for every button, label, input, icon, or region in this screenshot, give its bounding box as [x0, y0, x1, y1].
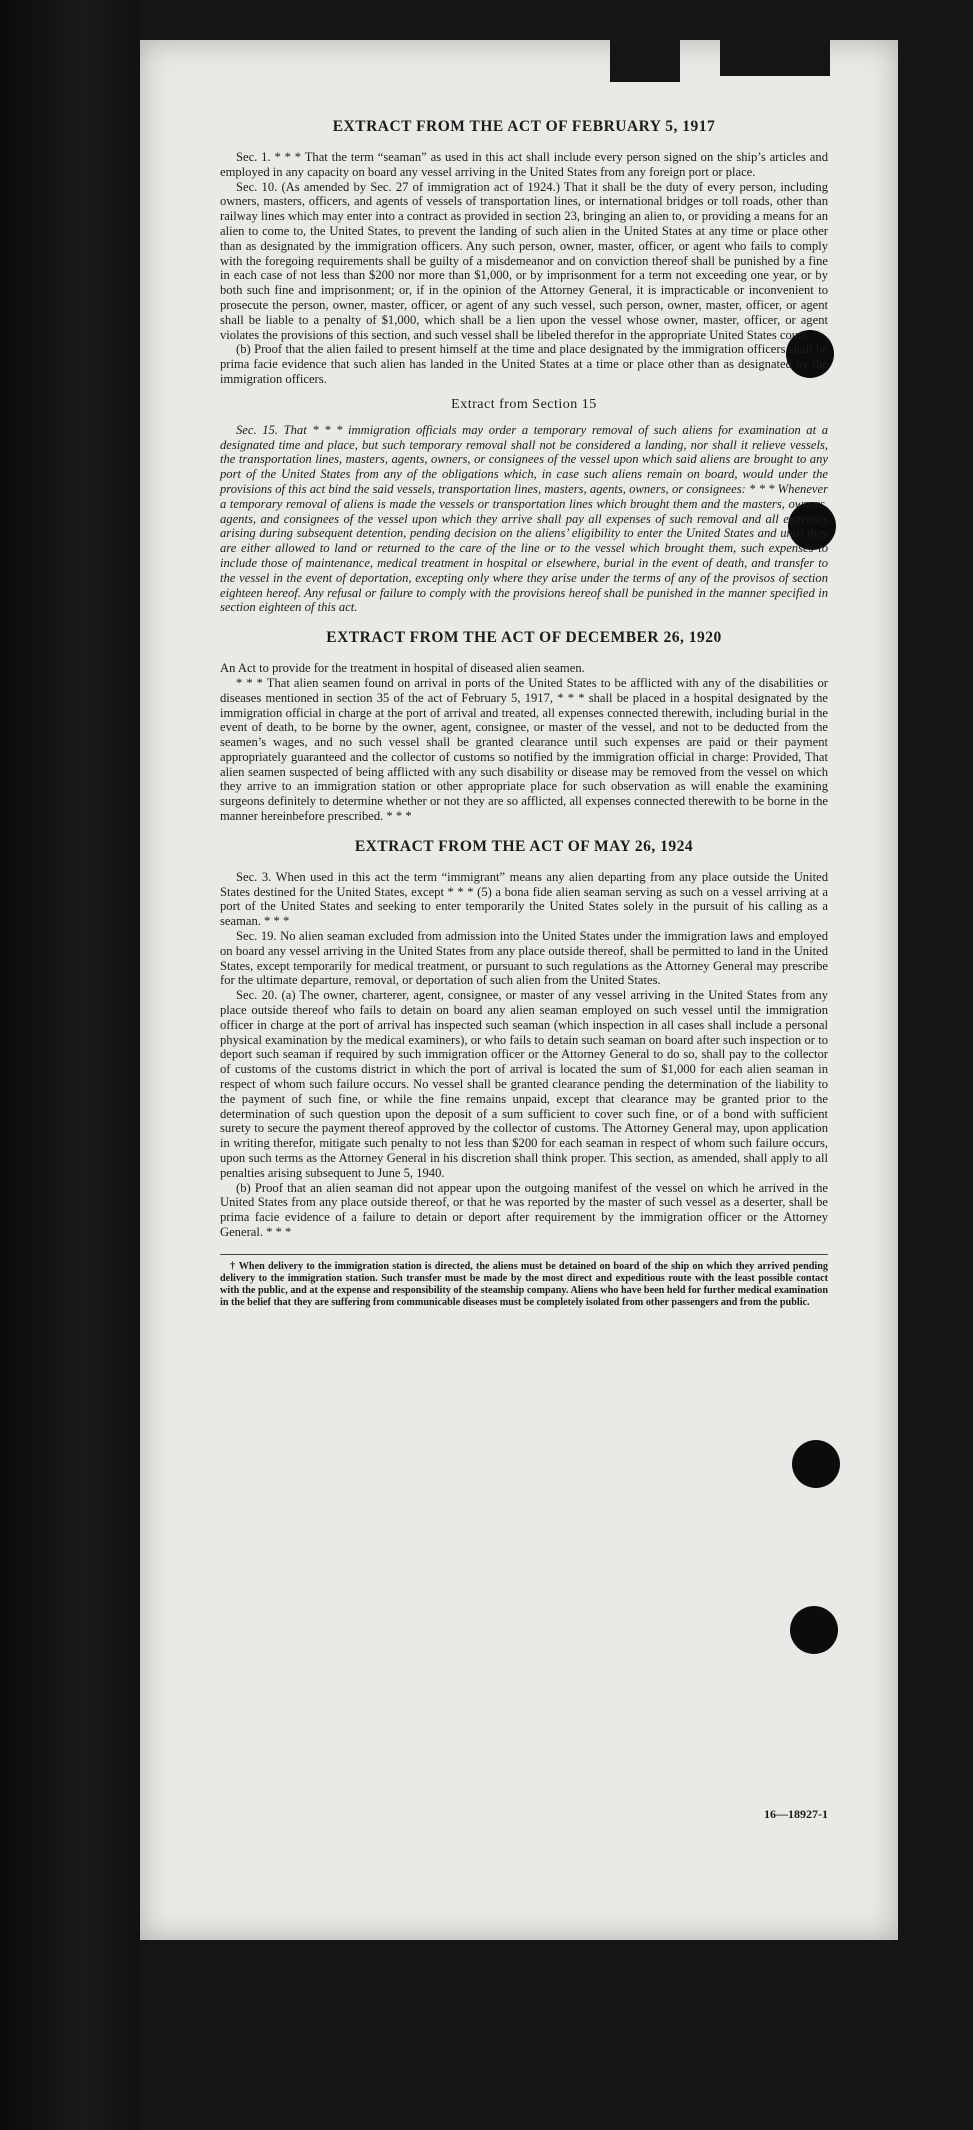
- section-15-text: Sec. 15. That * * * immigration officials may order a temporary removal of such aliens for examination at a designated time and place, but such temporary removal shall not be considered a landing, nor shall it relieve vessels, the transportation lines, masters, agents, owners, or consignees of the vessel upon which said aliens are brought to any port of the United States from any of the obligations which, in case such aliens remain on board, would under the provisions of this act bind the said vessels, transportation lines, masters, agents, owners, or consignees: * * * Whenever a temporary removal of aliens is made the vessels or transportation lines which brought them and the masters, owners, agents, and consignees of the vessel upon which they arrive shall pay all expenses of such removal and all expenses arising during subsequent detention, pending decision on the aliens’ eligibility to enter the United States and until they are either allowed to land or returned to the care of the line or to the vessel which brought them, such expenses to include those of maintenance, medical treatment in hospital or elsewhere, burial in the event of death, and transfer to the vessel in the event of deportation, excepting only where they arise under the terms of any of the provisos of section eighteen hereof. Any refusal or failure to comply with the provisions hereof shall be punished in the manner specified in section eighteen of this act.: [220, 422, 828, 615]
- extract-1920: [220, 629, 828, 824]
- document-page: [140, 40, 898, 1940]
- extract-1917-heading: EXTRACT FROM THE ACT OF FEBRUARY 5, 1917: [332, 118, 716, 135]
- section-15-heading: Extract from Section 15: [451, 396, 597, 412]
- document-content: [220, 118, 828, 1319]
- extract-1917: [220, 118, 828, 615]
- extract-1924: [220, 838, 828, 1240]
- act-1920-title: An Act to provide for the treatment in hospital of diseased alien seamen.: [220, 661, 585, 676]
- section-3-text: Sec. 3. When used in this act the term “immigrant” means any alien departing from any place outside the United States destined for the United States, except * * * (5) a bona fide alien seaman serving as such on a vessel arriving at a port of the United States and seeking to enter temporarily the United States solely in the pursuit of his calling as a seaman. * * *: [220, 869, 828, 929]
- footnote: † When delivery to the immigration station is directed, the aliens must be detained on board of the ship on which they arrived pending delivery to the immigration station. Such transfer must be made by the most direct and expeditious route with the least possible contact with the public, and at the expense and responsibility of the steamship company. Aliens who have been held for further medical examination in the belief that they are suffering from communicable diseases must be completely isolated from other passengers and from the public.: [220, 1254, 828, 1309]
- section-10-text: Sec. 10. (As amended by Sec. 27 of immigration act of 1924.) That it shall be the duty of every person, including owners, masters, officers, and agents of vessels of transportation lines, or international bridges or toll roads, other than railway lines which may enter into a contract as provided in section 23, bringing an alien to, or providing a means for an alien to come to, the United States, to prevent the landing of such alien in the United States at any time or place other than as designated by the immigration officers. Any such person, owner, master, officer, or agent who fails to comply with the foregoing requirements shall be guilty of a misdemeanor and on conviction thereof shall be punished by a fine in each case of not less than $200 nor more than $1,000, or by imprisonment for a term not exceeding one year, or by both such fine and imprisonment; or, if in the opinion of the Attorney General, it is impracticable or inconvenient to prosecute the person, owner, master, officer, or agent of any such vessel, such person, owner, master, officer, or agent shall be liable to a penalty of $1,000, which shall be a lien upon the vessel whose owner, master, officer, or agent violates the provisions of this section, and such vessel shall be libeled therefor in the appropriate United States court.: [220, 179, 828, 342]
- torn-edge: [610, 40, 680, 82]
- section-20-text: Sec. 20. (a) The owner, charterer, agent, consignee, or master of any vessel arriving in the United States from any place outside thereof who fails to detain on board any alien seaman employed on such vessel until the immigration officer in charge at the port of arrival has inspected such seaman (which inspection in all cases shall include a personal physical examination by the medical examiners), or who fails to detain such seaman on board after such inspection or to deport such seaman if required by such immigration officer or the Attorney General to do so, shall pay to the collector of customs of the customs district in which the port of arrival is located the sum of $1,000 for each alien seaman in respect of whom such failure occurs. No vessel shall be granted clearance pending the determination of the liability to the payment of such fine, or while the fine remains unpaid, except that clearance may be granted prior to the determination of such question upon the deposit of a sum sufficient to cover such fine, or of a bond with sufficient surety to secure the payment thereof approved by the collector of customs. The Attorney General may, upon application in writing therefor, mitigate such penalty to not less than $200 for each seaman in respect of whom such failure occurs, upon such terms as the Attorney General in his discretion shall think proper. This section, as amended, shall apply to all penalties arising subsequent to June 5, 1940.: [220, 988, 828, 1180]
- section-10b-text: (b) Proof that the alien failed to present himself at the time and place designated by the immigration officers shall be prima facie evidence that such alien has landed in the United States at a time or place other than as designated by the immigration officers.: [220, 342, 828, 386]
- torn-edge: [720, 40, 830, 76]
- extract-1920-heading: EXTRACT FROM THE ACT OF DECEMBER 26, 1920: [326, 629, 722, 647]
- scan-background: [0, 0, 140, 2130]
- extract-1924-heading: EXTRACT FROM THE ACT OF MAY 26, 1924: [354, 837, 694, 855]
- punch-hole: [792, 1440, 840, 1488]
- act-1920-body: * * * That alien seamen found on arrival in ports of the United States to be afflicted with any of the disabilities or diseases mentioned in section 35 of the act of February 5, 1917, * * * shall be placed in a hospital designated by the immigration official in charge at the port of arrival and treated, all expenses connected therewith, including burial in the event of death, to be borne by the owner, agent, consignee, or master of the vessel, and not to be deducted from the seamen’s wages, and no such vessel shall be granted clearance until such expenses are paid or their payment appropriately guaranteed and the collector of customs so notified by the immigration official in charge: Provided, That alien seamen suspected of being afflicted with any such disability or disease may be removed from the vessel on which they arrive to an immigration station or other appropriate place for such observation as will enable the examining surgeons definitely to determine whether or not they are so afflicted, all expenses connected therewith to be borne in the manner hereinbefore prescribed. * * *: [220, 675, 828, 824]
- punch-hole: [790, 1606, 838, 1654]
- section-1-text: Sec. 1. * * * That the term “seaman” as used in this act shall include every person signed on the ship’s articles and employed in any capacity on board any vessel arriving in the United States from any foreign port or place.: [220, 150, 828, 179]
- section-20b-text: (b) Proof that an alien seaman did not appear upon the outgoing manifest of the vessel on which he arrived in the United States from any place outside thereof, or that he was reported by the master of such vessel as a deserter, shall be prima facie evidence of a failure to detain or deport after requirement by the immigration officer or the Attorney General. * * *: [220, 1180, 828, 1239]
- section-19-text: Sec. 19. No alien seaman excluded from admission into the United States under the immigration laws and employed on board any vessel arriving in the United States from any place outside thereof, shall be permitted to land in the United States, except temporarily for medical treatment, or pursuant to such regulations as the Attorney General may prescribe for the ultimate departure, removal, or deportation of such alien from the United States.: [220, 929, 828, 988]
- form-number: 16—18927-1: [764, 1807, 828, 1821]
